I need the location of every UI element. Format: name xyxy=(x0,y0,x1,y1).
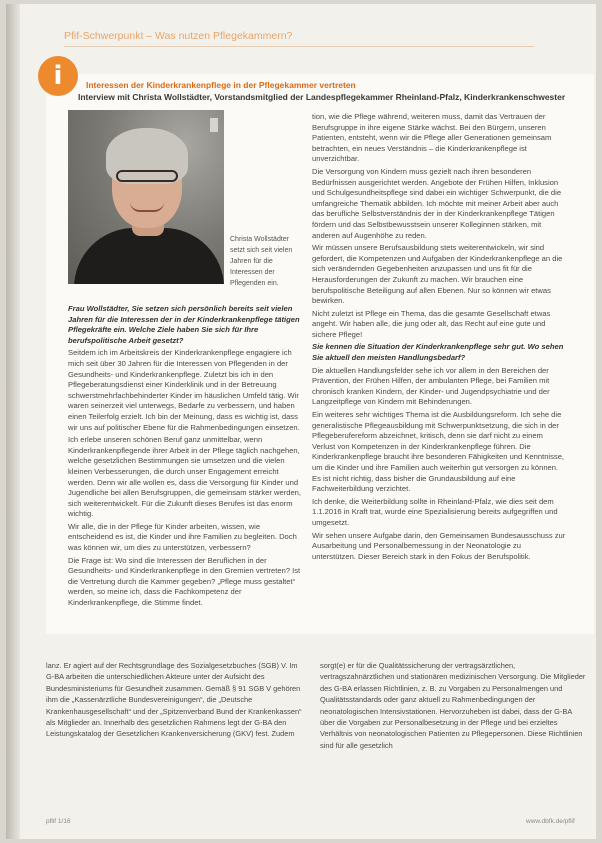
photo-mark xyxy=(210,118,218,132)
page xyxy=(6,4,596,839)
info-icon xyxy=(38,56,78,96)
photo-caption: Christa Wollstädter setzt sich seit vielen Jahren für die Interessen der Pflegenden ein. xyxy=(230,236,293,287)
interview-paragraph: Nicht zuletzt ist Pflege ein Thema, das die gesamte Gesellschaft etwas angeht. Wir haben alle, die jung oder alt, das Recht auf eine gute und sichere Pflege! xyxy=(312,308,551,339)
interview-question: Sie kennen die Situation der Kinderkrankenpflege sehr gut. Wo sehen Sie aktuell den meisten Handlungsbedarf? xyxy=(312,342,564,363)
interview-paragraph: Seitdem ich im Arbeitskreis der Kinderkrankenpflege engagiere ich mich seit über 30 Jahren für die Interessen von Pflegenden in der Gesundheits- und Kinderkrankenpflege. Zuletzt bis ich in den Pflegeberatungsdienst einer Kinderklinik und in der Betreuung schwerstmehrfachbehinderter Kinder im häuslichen Umfeld tätig. Wir waren seinerzeit viel unterwegs, Bedarfe zu verbessern, und haben einen Teilerfolg erzielt. Ich bin der Meinung, dass es wichtig ist, dass wir uns auf politischer Ebene für die Rahmenbedingungen einsetzen. xyxy=(68,348,300,432)
interview-paragraph: Wir sehen unsere Aufgabe darin, den Gemeinsamen Bundesausschuss zur Ausarbeitung und Personalbemessung in der Neonatologie zu unterstützen. Dieser Bereich stark in den Fokus der Berufspolitik. xyxy=(312,530,566,561)
interview-paragraph: Ich erlebe unseren schönen Beruf ganz unmittelbar, wenn Kinderkrankenpflegende ihrer Arbeit in der Pflege täglich nachgehen, welche gesetzlichen Bestimmungen sie umsetzen und die vielen kleinen Verbesserungen, die durch unser Engagement erreicht werden. Denn wir alle wollen es, dass die Versorgung für Kinder und Jugendliche bei allen Berufsgruppen, die gemeinsam stärker werden, sich weiterentwickelt. Für die Zukunft dieses Berufes ist das enorm wichtig. xyxy=(68,435,302,519)
right-column xyxy=(312,112,566,564)
bottom-right-text: sorgt(e) er für die Qualitätssicherung der vertragsärztlichen, vertragszahnärztlichen und stationären medizinischen Versorgung. Die Mitglieder des G-BA erlassen Richtlinien, z. B. zu Vorgaben zu Personalmengen und Qualitätsstandards oder ganz aktuell zu Rahmenbedingungen der neonatologischen Intensivstationen. Hervorzuheben ist dabei, dass der G-BA über die Vorgaben zur Personalbesetzung in der Pflege und bei erzieltes Verhältnis von neonatologischen Patienten zu Pflegepersonen. Diese Richtlinien sind für alle gesetzlich xyxy=(320,661,586,750)
interview-paragraph: tion, wie die Pflege während, weiteren muss, damit das Vertrauen der Berufsgruppe in ihre eigene Stärke wächst. Bei den Bürgern, unseren Patienten, entsteht, wenn wir die Pflege aller Generationen gemeinsam betrachten, ein neues Verständnis – die Kinderkrankenpflege ist unverzichtbar. xyxy=(312,112,552,164)
header-divider xyxy=(64,46,534,47)
interview-paragraph: Die Frage ist: Wo sind die Interessen der Beruflichen in der Gesundheits- und Kinderkrankenpflege in den Gremien vertreten? Ist die Vertretung durch die Kammer gegeben? „Pflege muss gestaltet“ werden, so meine ich, dass die Fachkompetenz der Kinderkrankenpflege, die Stimme findet. xyxy=(68,555,301,608)
interview-question: Frau Wollstädter, Sie setzen sich persönlich bereits seit vielen Jahren für die Interessen der in der Kinderkrankenpflege tätigen Pflegekräfte ein. Welche Ziele haben Sie sich für Ihre berufspolitische Arbeit gesetzt? xyxy=(68,304,300,345)
portrait-photo xyxy=(68,110,224,284)
photo-glasses xyxy=(116,170,178,182)
bottom-left-text: lanz. Er agiert auf der Rechtsgrundlage des Sozialgesetzbuches (SGB) V. Im G-BA arbeiten die unterschiedlichen Akteure unter der Aufsicht des Bundesministeriums für Gesundheit zusammen. Gemäß § 91 SGB V gehören ihm die „Kassenärztliche Bundesvereinigungen“, die „Deutsche Krankenhausgesellschaft“ und der „Spitzenverband Bund der Krankenkassen“ als Mitglieder an. Innerhalb des gesetzlichen Rahmens legt der G-BA den Leistungskatalog der Gesetzlichen Krankenversicherung (GKV) fest. Zudem xyxy=(46,661,302,739)
article-subline: Interview mit Christa Wollstädter, Vorstandsmitglied der Landespflegekammer Rheinland-Pfalz, Kinderkrankenschwester xyxy=(78,92,566,102)
interview-paragraph: Ich denke, die Weiterbildung sollte in Rheinland-Pfalz, wie dies seit dem 1.1.2016 in Kraft trat, wurde eine Spezialisierung bereits aufgegriffen und umgesetzt. xyxy=(312,496,558,527)
article-headline: Interessen der Kinderkrankenpflege in der Pflegekammer vertreten xyxy=(86,80,356,90)
sheet-edge xyxy=(6,4,20,839)
interview-paragraph: Wir alle, die in der Pflege für Kinder arbeiten, wissen, wie entscheidend es ist, die Kinder und ihre Familien zu begleiten. Doch was können wir, um dies zu unterstützen, verbessern? xyxy=(68,521,297,553)
left-column xyxy=(68,304,306,611)
interview-paragraph: Wir müssen unsere Berufsausbildung stets weiterentwickeln, wir sind gefordert, die Kompetenzen und Aufgaben der Kinderkrankenpflege an die sich verändernden Gegebenheiten anzupassen und uns fit für die Herausforderungen der Zukunft zu machen. Wir brauchen eine berufspolitische Beteiligung auf allen Ebenen. Nur so können wir etwas bewirken. xyxy=(312,243,563,306)
interview-paragraph: Ein weiteres sehr wichtiges Thema ist die Ausbildungsreform. Ich sehe die generalistische Pflegeausbildung mit Schwerpunktsetzung, die sich in der Pflegeberufereform abzeichnet, kritisch, denn sie darf nicht zu einem Verlust von Kompetenzen in der Kinderkrankenpflege führen. Die Kinderkrankenpflege braucht ihre besonderen Fähigkeiten und Kenntnisse, um die Kinder und ihre Familien auch weiterhin gut versorgen zu können. Es ist nicht richtig, dass bisher die Grundausbildung auf eine Fachweiterbildung verzichtet. xyxy=(312,410,565,494)
footer-issue: pflif 1/16 xyxy=(46,818,71,825)
section-kicker: Pfif-Schwerpunkt – Was nutzen Pflegekammern? xyxy=(64,30,293,42)
footer-url: www.dbfk.de/pflif xyxy=(526,818,575,825)
interview-paragraph: Die aktuellen Handlungsfelder sehe ich vor allem in den Bereichen der Prävention, der Frühen Hilfen, der ambulanten Pflege, bei Familien mit chronisch kranken Kindern, der Kinder- und Jugendpsychiatrie und der Langzeitpflege von Kindern mit Behinderungen. xyxy=(312,365,550,407)
info-glyph: i xyxy=(53,61,63,91)
photo-smile xyxy=(130,202,164,212)
interview-paragraph: Die Versorgung von Kindern muss gezielt nach ihren besonderen Bedürfnissen ausgerichtet werden. Angebote der Frühen Hilfen, Inklusion und Schulgesundheitspflege sind dabei ein wichtiger Schwerpunkt, die die umfangreiche Thematik abbilden. Ich möchte mit meiner Arbeit aber auch das berufliche Selbstverständnis der in der Kinderkrankenpflege Tätigen fördern und das Selbstbewusstsein unserer Kolleginnen stärken, mit anderen auf Augenhöhe zu reden. xyxy=(312,166,562,240)
